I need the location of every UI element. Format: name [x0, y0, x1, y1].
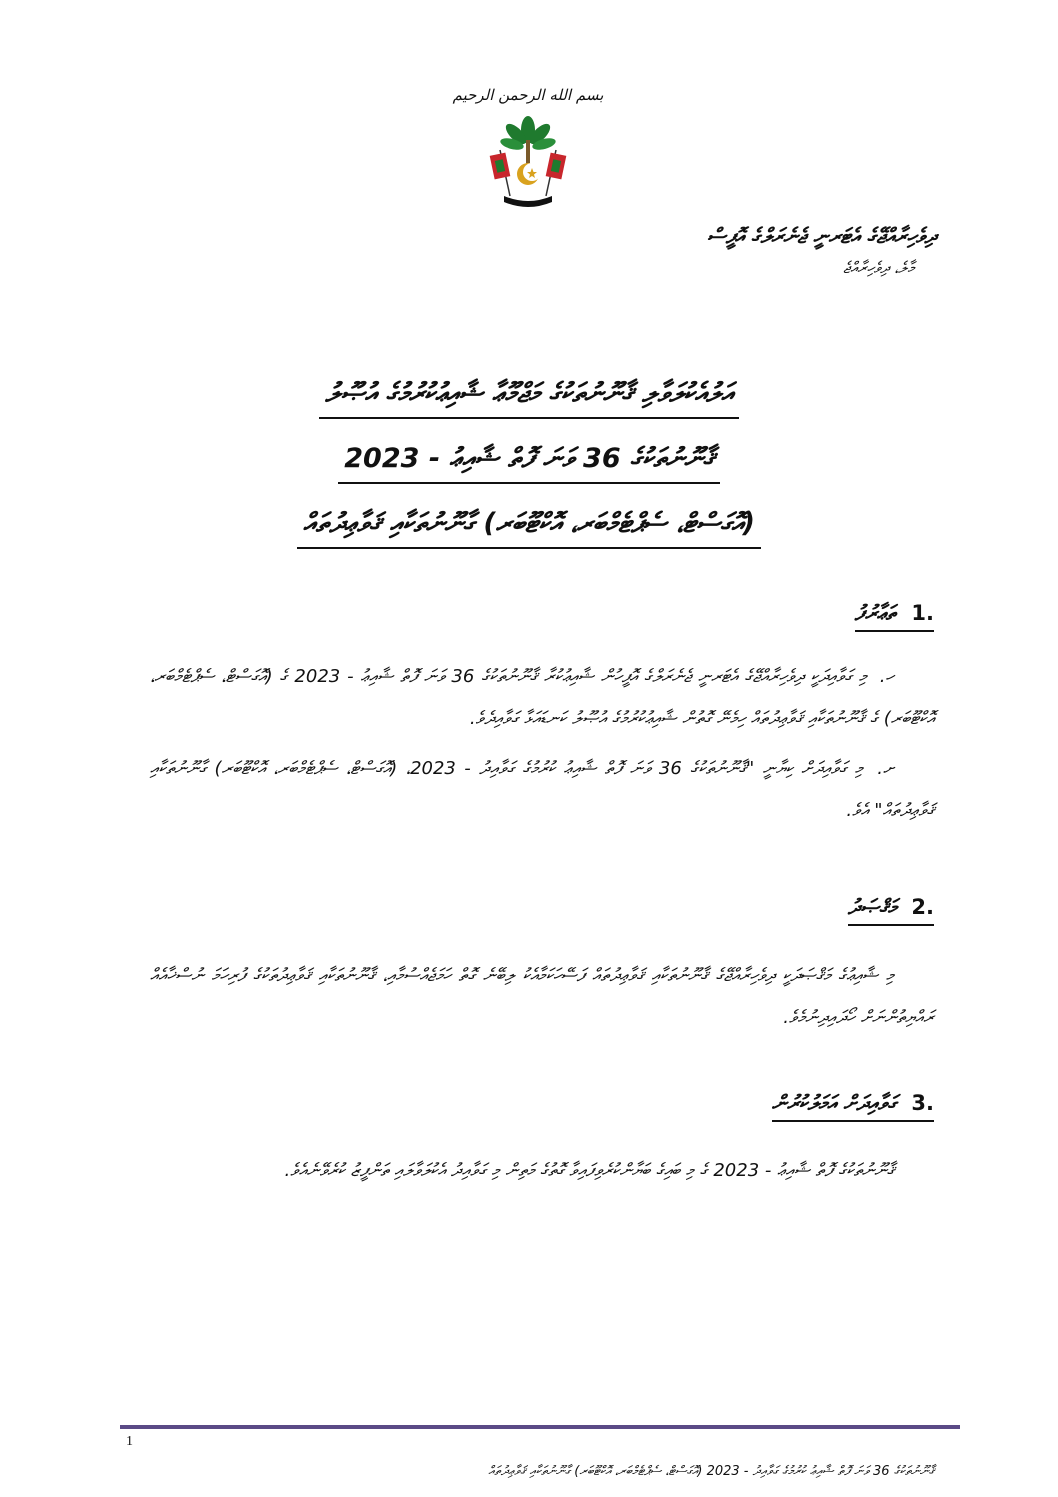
- paragraph-text: މި ގަވާއިދަކީ ދިވެހިރާއްޖޭގެ އެޓަރނީ ޖެނެރަލްގެ އޮފީހުން ޝާއިޢުކުރާ ޤާނޫނުތަކުގެ 36 ވަނަ ފޮތް ޝާއިޢު - 2023 ގެ (އޮގަސްޓް، ސެޕްޓެމްބަރ، އޮކްޓޫބަރ) ގެ ޤާނޫނުތަކާއި ޤަވާޢިދުތައް ހިމެނޭ ގޮތުން ޝާއިޢުކުރުމުގެ އުޞޫލު ކަނޑައަޅާ ގަވާއިދެވެ.: [150, 666, 934, 729]
- page-number: 1: [126, 1434, 133, 1449]
- flag-left-icon: [490, 150, 511, 196]
- section-3-title: ގަވާއިދަށް އަމަލުކުރުން: [771, 1091, 897, 1115]
- section-2-heading: [848, 892, 934, 926]
- title-line-3: (އޮގަސްޓް، ސެޕްޓެމްބަރ، އޮކްޓޫބަރ) ގާނޫނުތަކާއި ޤަވާޢިދުތައް: [297, 502, 761, 549]
- title-line-1: އަލުއެކުލަވާލި ޤާނޫނުތަކުގެ މަޖްމޫޢާ ޝާއިޢުކުރުމުގެ އުޞޫލު: [319, 372, 739, 419]
- paragraph-text: މި ޝާއިޢުގެ މަޤްޞަދަކީ ދިވެހިރާއްޖޭގެ ޤާނޫނުތަކާއި ޤަވާޢިދުތައް ފަސޭހަކަމާއެކު ލިބޭނެ ގޮތް ހަމަޖެއްސުމާއި، ޤާނޫނުތަކާއި ޤަވާޢިދުތަކުގެ ފުރިހަމަ ނުސްޚާއެއް ރައްޔިތުންނަށް ހޯދައިދިނުމެވެ.: [150, 965, 934, 1028]
- section-2-title: މަޤްޞަދު: [847, 895, 897, 919]
- title-line-2: ޤާނޫނުތަކުގެ 36 ވަނަ ފޮތް ޝާއިޢު - 2023: [338, 437, 719, 484]
- section-1-paragraph-1: [150, 656, 934, 740]
- document-title: [150, 372, 908, 567]
- section-1-heading: [855, 598, 934, 632]
- flag-right-icon: [546, 150, 567, 196]
- section-1-number: .1: [911, 601, 934, 625]
- crescent-star-icon: [517, 163, 541, 185]
- section-1-title: ތަޢާރުފު: [854, 601, 897, 625]
- basmala-calligraphy: بسم الله الرحمن الرحيم: [452, 86, 604, 104]
- footer-rule: [120, 1425, 960, 1429]
- section-1-paragraph-2: [150, 748, 934, 832]
- ministry-header: [707, 218, 936, 282]
- section-2-paragraph-1: [150, 955, 934, 1039]
- section-3-number: .3: [911, 1091, 934, 1115]
- section-3-heading: [772, 1088, 934, 1122]
- national-emblem: [452, 78, 604, 213]
- ministry-name: ދިވެހިރާއްޖޭގެ އެޓަރނީ ޖެނެރަލްގެ އޮފީސް: [707, 224, 936, 248]
- section-3-paragraph-1: [150, 1150, 934, 1192]
- paragraph-marker: ށ.: [877, 758, 894, 779]
- paragraph-text: މި ގަވާއިދަށް ކިޔާނީ "ޤާނޫނުތަކުގެ 36 ވަނަ ފޮތް ޝާއިޢު ކުރުމުގެ ގަވާއިދު - 2023، (އޮގަސްޓް، ސެޕްޓެމްބަރ، އޮކްޓޫބަރ) ގާނޫނުތަކާއި ޤަވާޢިދުތައް" އެވެ.: [150, 758, 934, 821]
- paragraph-marker: ހ.: [879, 666, 894, 687]
- emblem-graphic: [452, 78, 604, 213]
- footer-title: ޤާނޫނުތަކުގެ 36 ވަނަ ފޮތް ޝާއިޢު ކުރުމުގެ ގަވާއިދު - 2023 (އޮގަސްޓް، ސެޕްޓެމްބަރ، އޮކްޓޫބަރ) ގާނޫނުތަކާއި ޤަވާޢިދުތައް: [488, 1464, 934, 1479]
- ministry-city: މާލެ، ދިވެހިރާއްޖެ: [843, 258, 914, 277]
- section-2-number: .2: [911, 895, 934, 919]
- paragraph-text: ޤާނޫނުތަކުގެ ފޮތް ޝާއިޢު - 2023 ގެ މި ބައިގެ ބަޔާންކުރެވިފައިވާ ގޮތުގެ މަތިން މި ގަވާއިދު އެކުލަވާލައި ތަންފީޒު ކުރެވޭނެއެވެ.: [284, 1160, 894, 1181]
- scroll-banner-icon: [504, 196, 552, 207]
